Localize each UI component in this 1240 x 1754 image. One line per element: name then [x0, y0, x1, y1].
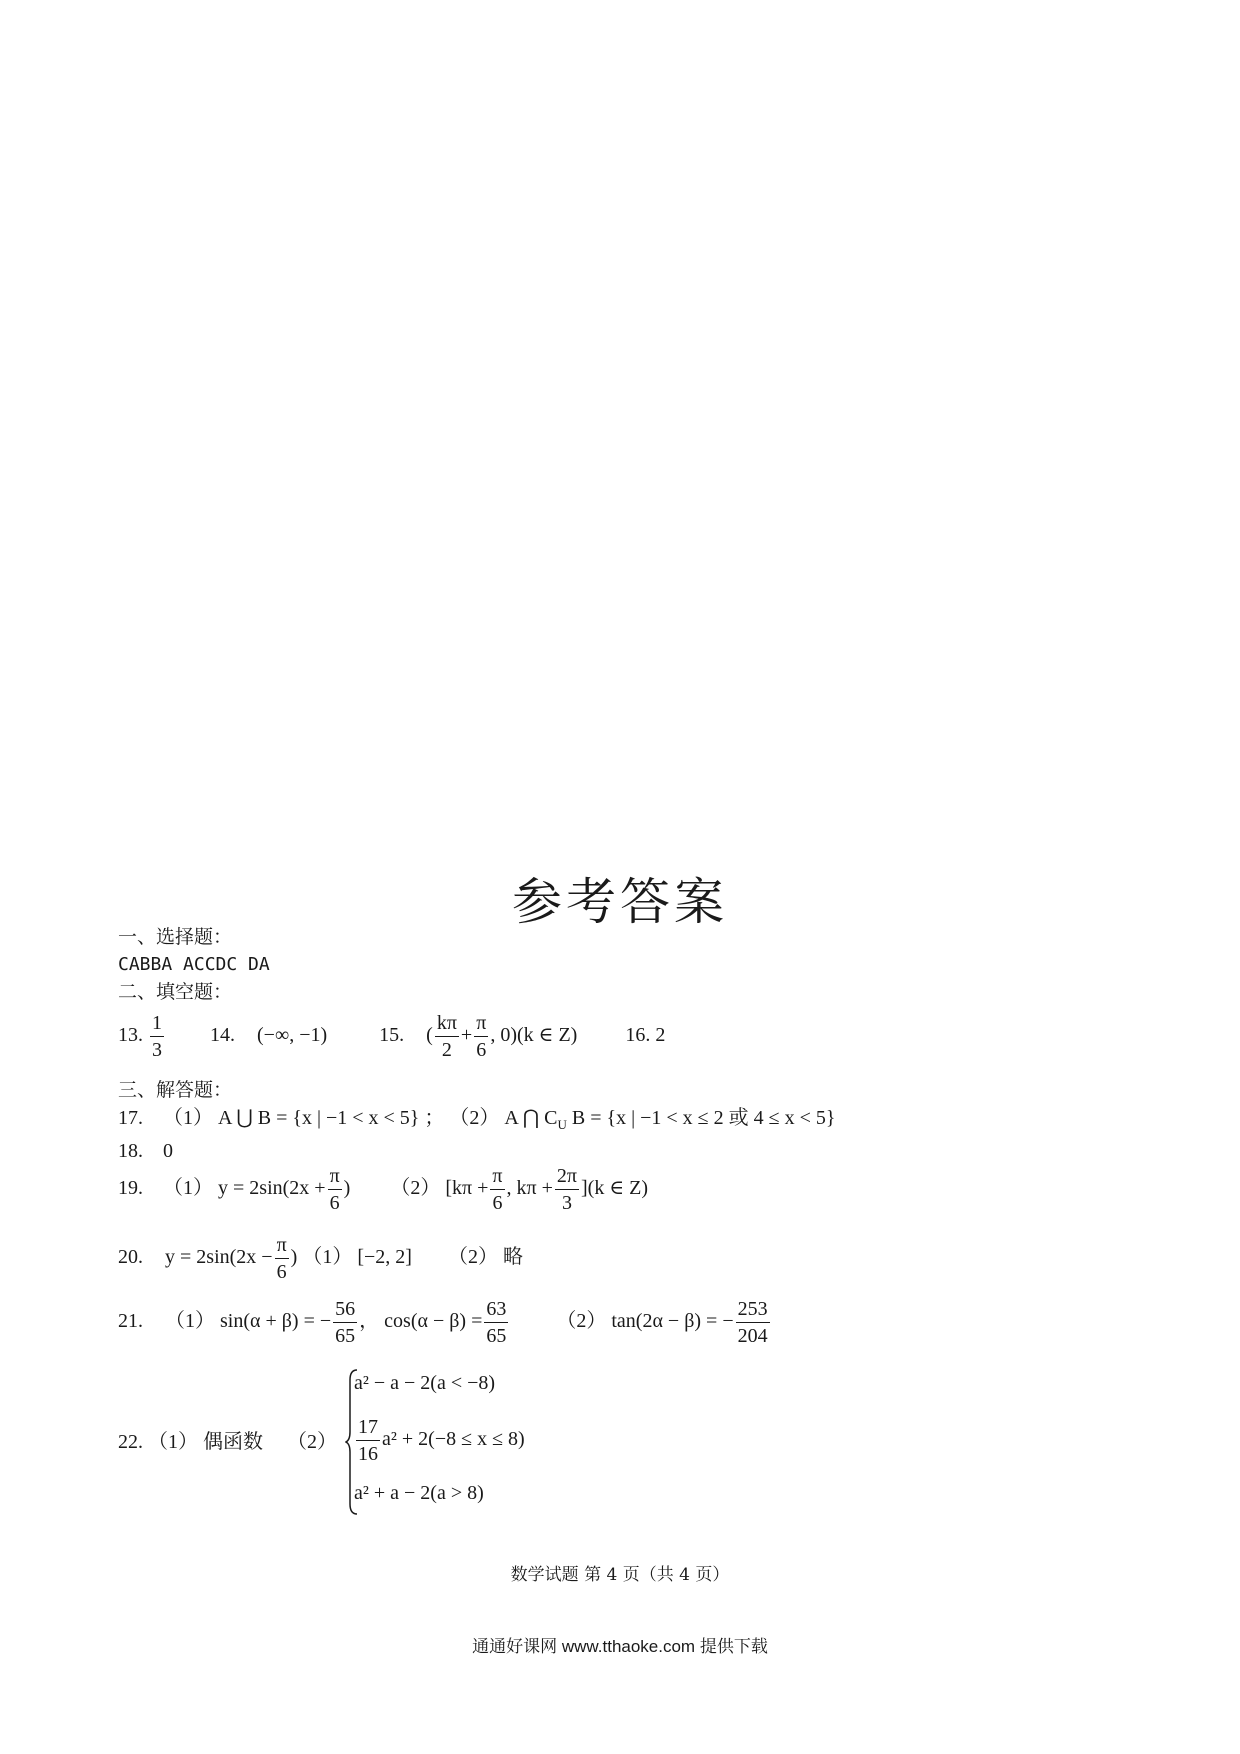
q20-post: ): [290, 1246, 298, 1269]
q22-label: 22.: [118, 1431, 143, 1453]
choice-answers: CABBA ACCDC DA: [118, 954, 270, 975]
q15-close: , 0)(k ∈ Z): [490, 1024, 578, 1047]
q21-a-num: 56: [333, 1296, 357, 1323]
q17-part2-tag: （2）: [449, 1107, 500, 1129]
q15-f2-den: 6: [476, 1039, 487, 1061]
q21-b-den: 65: [486, 1325, 507, 1347]
answer-row-21: [118, 1296, 772, 1349]
q15-fraction-1: [435, 1010, 459, 1063]
q15-f1-num: kπ: [435, 1010, 459, 1037]
q21-c-num: 253: [736, 1296, 770, 1323]
q19-p2-fraction-2: [555, 1163, 579, 1216]
q19-p2-post: ](k ∈ Z): [581, 1177, 649, 1200]
q19-p2-pre: [kπ +: [445, 1177, 489, 1200]
q22-case-3: a² + a − 2(a > 8): [354, 1482, 484, 1504]
section-heading-fill: 二、填空题：: [118, 981, 233, 1003]
q22-case-1: a² − a − 2(a < −8): [354, 1372, 496, 1394]
q19-label: 19.: [118, 1177, 143, 1200]
q22-part2-tag: （2）: [287, 1431, 337, 1453]
q17-part2-sub: U: [557, 1117, 567, 1132]
q15-open: (: [426, 1024, 433, 1047]
q22-part1: 偶函数: [203, 1431, 263, 1453]
answer-row-18: [118, 1137, 173, 1165]
q19-p2-den: 6: [492, 1192, 503, 1214]
q19-p1-pre: y = 2sin(2x +: [218, 1177, 326, 1200]
q20-den: 6: [276, 1261, 287, 1283]
q19-part1-tag: （1）: [163, 1177, 213, 1200]
q21-label: 21.: [118, 1310, 143, 1333]
q13-num: 1: [150, 1010, 164, 1037]
answer-row-19: [118, 1163, 648, 1216]
q20-label: 20.: [118, 1246, 143, 1269]
q15-f2-num: π: [474, 1010, 488, 1037]
section-heading-choice: 一、选择题：: [118, 926, 233, 948]
q18-answer: 0: [163, 1140, 173, 1162]
q15-f1-den: 2: [441, 1039, 452, 1061]
q20-pre: y = 2sin(2x −: [165, 1246, 273, 1269]
q21-part2-tag: （2）: [556, 1310, 607, 1333]
q21-part1-tag: （1）: [165, 1310, 215, 1333]
q19-p2-den2: 3: [561, 1192, 572, 1214]
q19-p2-num: π: [490, 1163, 504, 1190]
answer-row-13-16: [118, 1010, 665, 1063]
source-footer: 通通好课网 www.tthaoke.com 提供下载: [472, 1637, 768, 1656]
page-footer: 数学试题 第 4 页（共 4 页）: [510, 1565, 730, 1585]
q22-case2-fraction: [356, 1414, 380, 1467]
q21-c-pre: tan(2α − β) = −: [611, 1310, 734, 1333]
section-heading-solve: 三、解答题：: [118, 1079, 233, 1101]
q21-a-pre: sin(α + β) = −: [220, 1310, 332, 1333]
q15-fraction-2: [474, 1010, 488, 1063]
q16-answer: 2: [655, 1024, 666, 1047]
q16-label: 16.: [625, 1024, 651, 1047]
page-title: 参考答案: [512, 873, 728, 931]
q14-answer: (−∞, −1): [257, 1024, 328, 1047]
q18-label: 18.: [118, 1140, 143, 1162]
q15-plus: +: [460, 1024, 473, 1047]
q13-label: 13.: [118, 1024, 143, 1047]
q21-b-num: 63: [484, 1296, 508, 1323]
q21-b-fraction: [484, 1296, 508, 1349]
q20-part2-tag: （2）: [447, 1246, 498, 1269]
answer-row-20: [118, 1232, 523, 1285]
answer-row-17: [118, 1104, 836, 1139]
q14-label: 14.: [210, 1024, 235, 1047]
q21-comma: ，: [359, 1310, 380, 1333]
q19-p1-num: π: [328, 1163, 342, 1190]
q17-sep: ；: [424, 1107, 445, 1129]
q20-part1-tag: （1）: [302, 1246, 353, 1269]
q22-case2-num: 17: [356, 1414, 380, 1441]
q19-part2-tag: （2）: [390, 1177, 441, 1200]
q19-p2-mid: , kπ +: [506, 1177, 553, 1200]
q17-part1-tag: （1）: [163, 1107, 213, 1129]
q19-p2-fraction-1: [490, 1163, 504, 1216]
q20-num: π: [275, 1232, 289, 1259]
q22-case-2: [354, 1414, 525, 1467]
q21-a-fraction: [333, 1296, 357, 1349]
q19-p1-den: 6: [329, 1192, 340, 1214]
q17-label: 17.: [118, 1107, 143, 1129]
q20-part2: 略: [502, 1246, 523, 1269]
q21-b-pre: cos(α − β) =: [384, 1310, 483, 1333]
q15-label: 15.: [379, 1024, 405, 1047]
q19-p1-fraction: [328, 1163, 342, 1216]
answer-row-22: [118, 1428, 337, 1456]
q13-den: 3: [152, 1039, 162, 1061]
q22-case2-rest: a² + 2(−8 ≤ x ≤ 8): [382, 1428, 525, 1451]
q20-fraction: [275, 1232, 289, 1285]
q21-c-den: 204: [737, 1325, 768, 1347]
q22-part1-tag: （1）: [148, 1431, 198, 1453]
q21-a-den: 65: [335, 1325, 356, 1347]
q19-p2-num2: 2π: [555, 1163, 579, 1190]
q22-case2-den: 16: [358, 1443, 378, 1465]
q17-part2: A ⋂ C: [504, 1107, 558, 1129]
q19-p1-post: ): [343, 1177, 351, 1200]
q21-c-fraction: [736, 1296, 770, 1349]
q17-part2-rest: B = {x | −1 < x ≤ 2 或 4 ≤ x < 5}: [571, 1107, 836, 1129]
q20-part1: [−2, 2]: [357, 1246, 412, 1269]
q17-part1: A ⋃ B = {x | −1 < x < 5}: [218, 1107, 420, 1129]
q13-fraction: [150, 1010, 164, 1063]
